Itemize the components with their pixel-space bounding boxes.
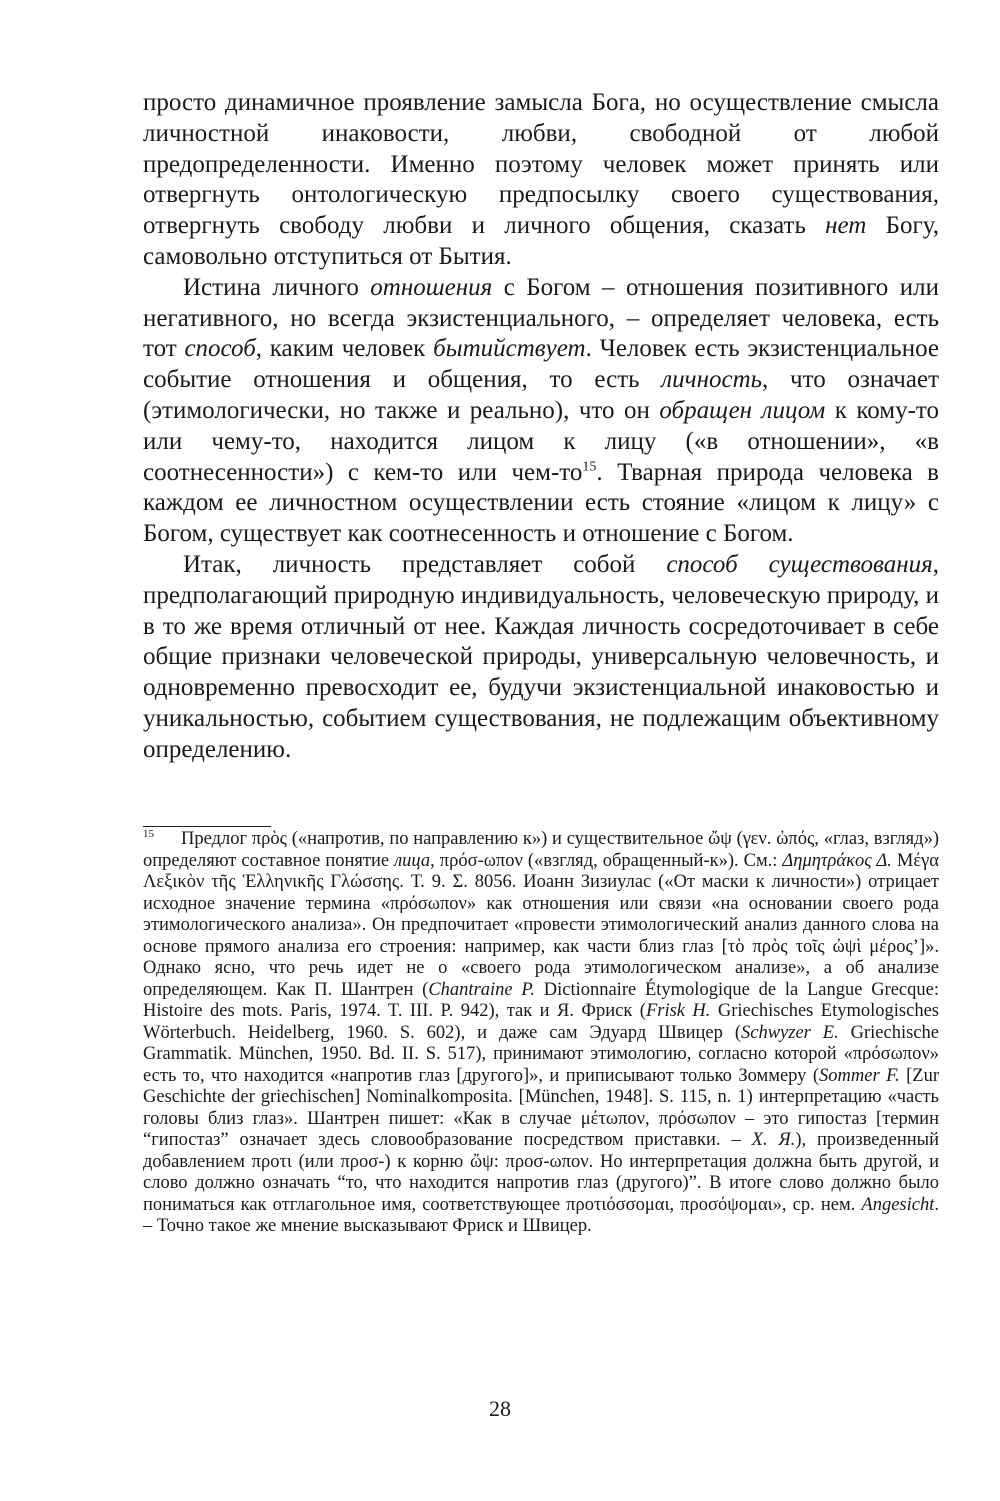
emphasis: Х. Я.: [751, 1130, 796, 1150]
text-run: Dictionnaire Étymologique de la Langue Grecque: Histoire des mots. Paris, 1974. T. III. P. 942), так и Я. Фриск (: [143, 979, 939, 1021]
emphasis: Chantraine P.: [428, 979, 535, 1000]
text-run: , πρόσ-ωπον («взгляд, обращенный-к»). См.:: [430, 850, 783, 871]
emphasis: способ: [184, 335, 256, 363]
text-run: Μέγα Λεξικὸν τῆς Ἑλληνικῆς Γλώσσης. Т. 9. Σ. 8056. Иоанн Зизиулас («От маски к личности») отрицает исходное значение термина «πρόσωπον» как отношения или связи «на основании своего рода этимологического анализа». Он предпочитает «провести этимологический анализ данного слова на основе прямого анализа его строения: например, как части близ глаз [τὸ πρὸς τοῖς ὠψὶ μέρος’]». Однако ясно, что речь идет не о «своего рода этимологическом анализе», а об анализе определяющем. Как П. Шантрен (: [143, 850, 939, 1000]
footnote: [143, 829, 939, 1238]
text-run: Griechische Grammatik. München, 1950. Bd. II. S. 517), принимают этимологию, согласно которой «πρόσωπον» есть то, что находится «напротив глаз [другого]», и приписывают только Зоммеру (: [143, 1022, 939, 1086]
text-run: . – Точно такое же мнение высказывают Фриск и Швицер.: [143, 1194, 939, 1236]
text-run: . Тварная природа человека в каждом ее личностном осуществлении есть стояние «лицом к лицу» с Богом, существует как соотнесенность и отношение с Богом.: [143, 458, 939, 548]
text-run: ), произведенный добавлением προτι (или προσ-) к корню ὤψ: προσ-ωπον. Но интерпретация должна быть другой, и слово должно означать “то, что находится напротив глаз (другого)”. В итоге слово должно было пониматься как отглагольное имя, соответствующее προτιόσσομαι, προσόψομαι», ср. нем.: [143, 1130, 939, 1215]
text-run: Griechisches Etymologisches Wörterbuch. Heidelberg, 1960. S. 602), и даже сам Эдуард Швицер (: [143, 1001, 939, 1043]
footnote-15: 15 Предлог πρὸς («напротив, по направлению к») и существительное ὤψ (γεν. ὠπός, «глаз, взгляд») определяют составное понятие лица, πρόσ-ωπον («взгляд, обращенный-к»). См.: Δημητράκος Δ. Μέγα Λεξικὸν τῆς Ἑλληνικῆς Γλώσσης. Т. 9. Σ. 8056. Иоанн Зизиулас («От маски к личности») отрицает исходное значение термина «πρόσωπον» как отношения или связи «на основании своего рода этимологического анализа». Он предпочитает «провести этимологический анализ данного слова на основе прямого анализа его строения: например, как части близ глаз [τὸ πρὸς τοῖς ὠψὶ μέρος’]». Однако ясно, что речь идет не о «своего рода этимологическом анализе», а об анализе определяющем. Как П. Шантрен (Chantraine P. Dictionnaire Étymologique de la Langue Grecque: Histoire des mots. Paris, 1974. T. III. P. 942), так и Я. Фриск (Frisk H. Griechisches Etymologisches Wörterbuch. Heidelberg, 1960. S. 602), и даже сам Эдуард Швицер (Schwyzer E. Griechische Grammatik. München, 1950. Bd. II. S. 517), принимают этимологию, согласно которой «πρόσωπον» есть то, что находится «напротив глаз [другого]», и приписывают только Зоммеру (Sommer F. [Zur Geschichte der griechischen] Nominalkomposita. [München, 1948]. S. 115, n. 1) интерпретацию «часть головы близ глаз». Шантрен пишет: «Как в случае μέτωπον, πρόσωπον – это гипостаз [термин “гипостаз” означает здесь словообразование посредством приставки. – Х. Я.), произведенный добавлением προτι (или προσ-) к корню ὤψ: προσ-ωπον. Но интерпретация должна быть другой, и слово должно означать “то, что находится напротив глаз (другого)”. В итоге слово должно было пониматься как отглагольное имя, соответствующее προτιόσσομαι, προσόψομαι», ср. нем. Angesicht. – Точно такое же мнение высказывают Фриск и Швицер.: [143, 827, 940, 1236]
emphasis: нет: [825, 212, 867, 240]
text-run: , предполагающий природную индивидуальность, человеческую природу, и в то же время отличный от нее. Каждая личность сосредоточивает в себе общие признаки человеческой природы, универсальную человечность, и одновременно превосходит ее, будучи экзистенциальной инаковостью и уникальностью, событием существования, не подлежащим объективному определению.: [143, 550, 939, 763]
footnote-reference[interactable]: 15: [582, 459, 597, 475]
emphasis: Frisk H.: [645, 1001, 711, 1021]
emphasis: лица: [394, 850, 431, 871]
text-run: Итак, личность представляет собой: [183, 550, 667, 578]
emphasis: способ существования: [666, 550, 933, 578]
text-run: Богу, самовольно отступиться от Бытия.: [143, 212, 939, 270]
emphasis: бытийствует: [433, 335, 586, 363]
text-run: с Богом – отношения позитивного или негативного, но всегда экзистенциального, – определяет человека, есть тот: [143, 273, 939, 363]
emphasis: отношения: [370, 273, 493, 301]
text-run: Истина личного: [183, 273, 371, 301]
page-number: 28: [489, 1396, 511, 1421]
text-run: . Человек есть экзистенциальное событие отношения и общения, то есть: [143, 335, 939, 394]
paragraph-2: [143, 273, 939, 550]
text-run: к кому-то или чему-то, находится лицом к лицу («в отношении», «в соотнесенности») с кем-то или чем-то: [143, 396, 939, 486]
emphasis: личность: [661, 366, 763, 394]
text-run: [Zur Geschichte der griechischen] Nominalkomposita. [München, 1948]. S. 115, n. 1) интерпретацию «часть головы близ глаз». Шантрен пишет: «Как в случае μέτωπον, πρόσωπον – это гипостаз [термин “гипостаз” означает здесь словообразование посредством приставки. –: [143, 1065, 940, 1150]
text-run: Предлог πρὸς («напротив, по направлению к») и существительное ὤψ (γεν. ὠπός, «глаз, взгляд») определяют составное понятие: [143, 829, 939, 871]
emphasis: обращен лицом: [659, 396, 826, 424]
main-text: [143, 88, 939, 766]
footnote-separator: [143, 826, 271, 827]
paragraph-3: [143, 550, 939, 766]
text-run: , что означает (этимологически, но также и реально), что он: [143, 366, 940, 424]
emphasis: Schwyzer E.: [740, 1022, 839, 1043]
text-run: просто динамичное проявление замысла Бога, но осуществление смысла личностной инаковости, любви, свободной от любой предопределенности. Именно поэтому человек может принять или отвергнуть онтологическую предпосылку своего существования, отвергнуть свободу любви и личного общения, сказать: [143, 89, 939, 240]
emphasis: Δημητράκος Δ.: [782, 850, 892, 871]
text-run: , каким человек: [255, 335, 434, 363]
paragraph-1: [143, 88, 939, 273]
emphasis: Sommer F.: [819, 1065, 900, 1086]
emphasis: Angesicht: [861, 1194, 935, 1215]
